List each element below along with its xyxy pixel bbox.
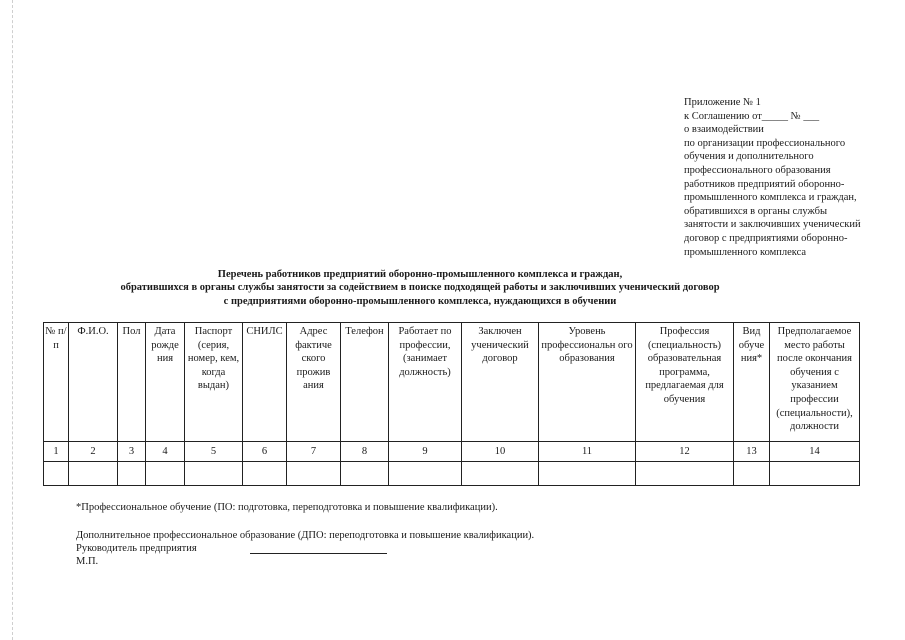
appendix-line: о взаимодействии	[684, 124, 764, 136]
number-cell: 9	[389, 442, 462, 462]
empty-cell	[770, 462, 860, 486]
empty-cell	[243, 462, 287, 486]
header-cell-future-workplace: Предполагаемое место работы после окончания обучения с указанием профессии (специальности), должности	[770, 323, 860, 442]
number-cell: 8	[341, 442, 389, 462]
number-cell: 1	[44, 442, 69, 462]
empty-cell	[734, 462, 770, 486]
number-cell: 13	[734, 442, 770, 462]
header-cell-gender: Пол	[118, 323, 146, 442]
title-line: с предприятиями оборонно-промышленного комплекса, нуждающихся в обучении	[223, 295, 617, 307]
header-cell-fio: Ф.И.О.	[69, 323, 118, 442]
empty-cell	[69, 462, 118, 486]
number-cell: 7	[287, 442, 341, 462]
number-cell: 10	[462, 442, 539, 462]
empty-cell	[636, 462, 734, 486]
header-cell-phone: Телефон	[341, 323, 389, 442]
number-cell: 12	[636, 442, 734, 462]
document-title	[100, 268, 740, 308]
workers-table	[43, 322, 860, 486]
number-row	[44, 442, 860, 462]
header-cell-snils: СНИЛС	[243, 323, 287, 442]
header-cell-training-type: Вид обуче ния*	[734, 323, 770, 442]
empty-row	[44, 462, 860, 486]
note-po: *Профессиональное обучение (ПО: подготовка, переподготовка и повышение квалификации).	[76, 502, 498, 513]
number-cell: 2	[69, 442, 118, 462]
number-cell: 11	[539, 442, 636, 462]
header-cell-address: Адрес фактиче ского прожив ания	[287, 323, 341, 442]
empty-cell	[44, 462, 69, 486]
header-cell-index: № п/п	[44, 323, 69, 442]
header-cell-birthdate: Дата рожде ния	[146, 323, 185, 442]
number-cell: 4	[146, 442, 185, 462]
empty-cell	[185, 462, 243, 486]
page-edge	[12, 0, 14, 640]
appendix-line: по организации профессионального	[684, 137, 846, 149]
header-row	[44, 323, 860, 442]
appendix-line: обучения и дополнительного	[684, 151, 814, 163]
header-cell-occupation: Работает по профессии, (занимает должность)	[389, 323, 462, 442]
signature-label: Руководитель предприятия	[76, 543, 197, 554]
appendix-line: занятости и заключивших ученический	[684, 219, 861, 231]
stamp-label: М.П.	[76, 556, 99, 567]
header-cell-passport: Паспорт (серия, номер, кем, когда выдан)	[185, 323, 243, 442]
note-dpo: Дополнительное профессиональное образование (ДПО: переподготовка и повышение квалификации).	[76, 530, 535, 541]
appendix-block	[684, 96, 894, 259]
appendix-line: промышленного комплекса	[684, 246, 807, 258]
appendix-line: работников предприятий оборонно-	[684, 178, 845, 190]
header-cell-education-level: Уровень профессиональн ого образования	[539, 323, 636, 442]
empty-cell	[341, 462, 389, 486]
empty-cell	[146, 462, 185, 486]
empty-cell	[287, 462, 341, 486]
number-cell: 14	[770, 442, 860, 462]
empty-cell	[462, 462, 539, 486]
appendix-line: договор с предприятиями оборонно-	[684, 232, 848, 244]
number-cell: 6	[243, 442, 287, 462]
number-cell: 5	[185, 442, 243, 462]
header-cell-contract: Заключен ученический договор	[462, 323, 539, 442]
title-line: обратившихся в органы службы занятости за содействием в поиске подходящей работы и заключивших ученический договор	[120, 282, 720, 294]
empty-cell	[389, 462, 462, 486]
header-cell-program: Профессия (специальность) образовательная программа, предлагаемая для обучения	[636, 323, 734, 442]
appendix-line: Приложение № 1	[684, 97, 761, 108]
signature-line	[250, 553, 387, 554]
number-cell: 3	[118, 442, 146, 462]
appendix-line: промышленного комплекса и граждан,	[684, 192, 857, 204]
empty-cell	[118, 462, 146, 486]
appendix-line: профессионального образования	[684, 164, 831, 176]
appendix-line: к Соглашению от_____ № ___	[684, 110, 820, 122]
empty-cell	[539, 462, 636, 486]
title-line: Перечень работников предприятий оборонно-промышленного комплекса и граждан,	[217, 269, 623, 280]
appendix-line: обратившихся в органы службы	[684, 205, 828, 217]
